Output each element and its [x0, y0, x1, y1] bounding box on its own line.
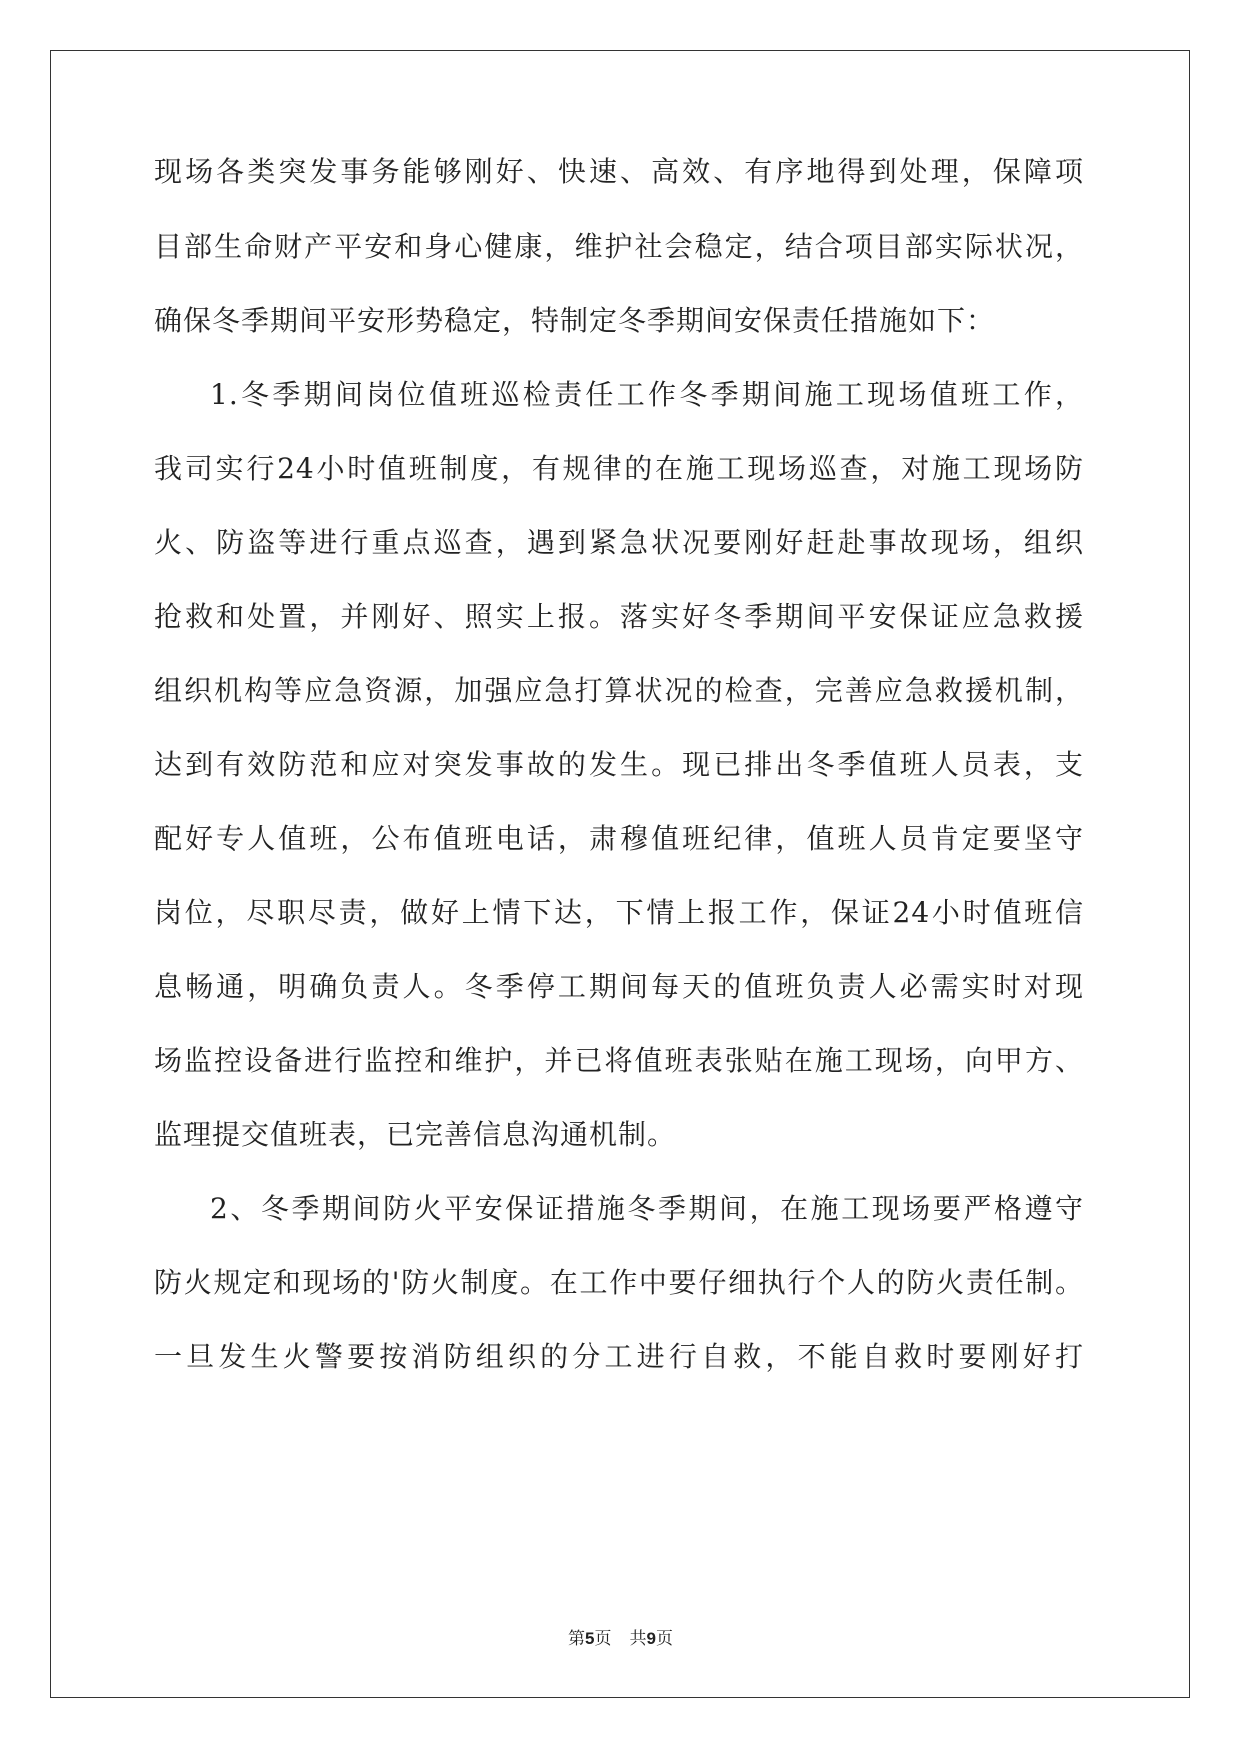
footer-total-prefix: 共: [629, 1629, 647, 1649]
body-text-line: 息畅通，明确负责人。冬季停工期间每天的值班负责人必需实时对现: [154, 970, 1084, 1003]
body-text-line: 一旦发生火警要按消防组织的分工进行自救，不能自救时要刚好打: [154, 1340, 1084, 1373]
body-text-line: 我司实行24小时值班制度，有规律的在施工现场巡查，对施工现场防: [154, 452, 1084, 485]
body-text-line: 配好专人值班，公布值班电话，肃穆值班纪律，值班人员肯定要坚守: [154, 822, 1084, 855]
footer-total-unit: 页: [655, 1629, 673, 1649]
body-text-line: 现场各类突发事务能够刚好、快速、高效、有序地得到处理，保障项: [154, 155, 1084, 188]
body-text-line: 确保冬季期间平安形势稳定，特制定冬季期间安保责任措施如下：: [154, 304, 996, 337]
page-border: [50, 50, 1190, 1698]
paragraph-2-first-line: 2、冬季期间防火平安保证措施冬季期间，在施工现场要严格遵守: [210, 1192, 1084, 1225]
body-text-line: 目部生命财产平安和身心健康，维护社会稳定，结合项目部实际状况，: [154, 230, 1084, 263]
body-text-line: 抢救和处置，并刚好、照实上报。落实好冬季期间平安保证应急救援: [154, 600, 1084, 633]
body-text-line: 岗位，尽职尽责，做好上情下达，下情上报工作，保证24小时值班信: [154, 896, 1084, 929]
body-text-line: 火、防盗等进行重点巡查，遇到紧急状况要刚好赶赴事故现场，组织: [154, 526, 1084, 559]
body-text-line: 达到有效防范和应对突发事故的发生。现已排出冬季值班人员表，支: [154, 748, 1084, 781]
footer-prefix: 第: [568, 1629, 586, 1649]
body-text-line: 防火规定和现场的'防火制度。在工作中要仔细执行个人的防火责任制。: [154, 1266, 1084, 1299]
total-page-count: 9: [646, 1629, 656, 1648]
body-text-line: 组织机构等应急资源，加强应急打算状况的检查，完善应急救援机制，: [154, 674, 1084, 707]
paragraph-1-first-line: 1.冬季期间岗位值班巡检责任工作冬季期间施工现场值班工作，: [210, 378, 1084, 411]
body-text-line: 场监控设备进行监控和维护，并已将值班表张贴在施工现场，向甲方、: [154, 1044, 1084, 1077]
current-page-number: 5: [585, 1629, 595, 1648]
page-footer: [0, 1627, 1241, 1651]
footer-page-unit: 页: [594, 1629, 612, 1649]
body-text-line: 监理提交值班表，已完善信息沟通机制。: [154, 1118, 677, 1151]
